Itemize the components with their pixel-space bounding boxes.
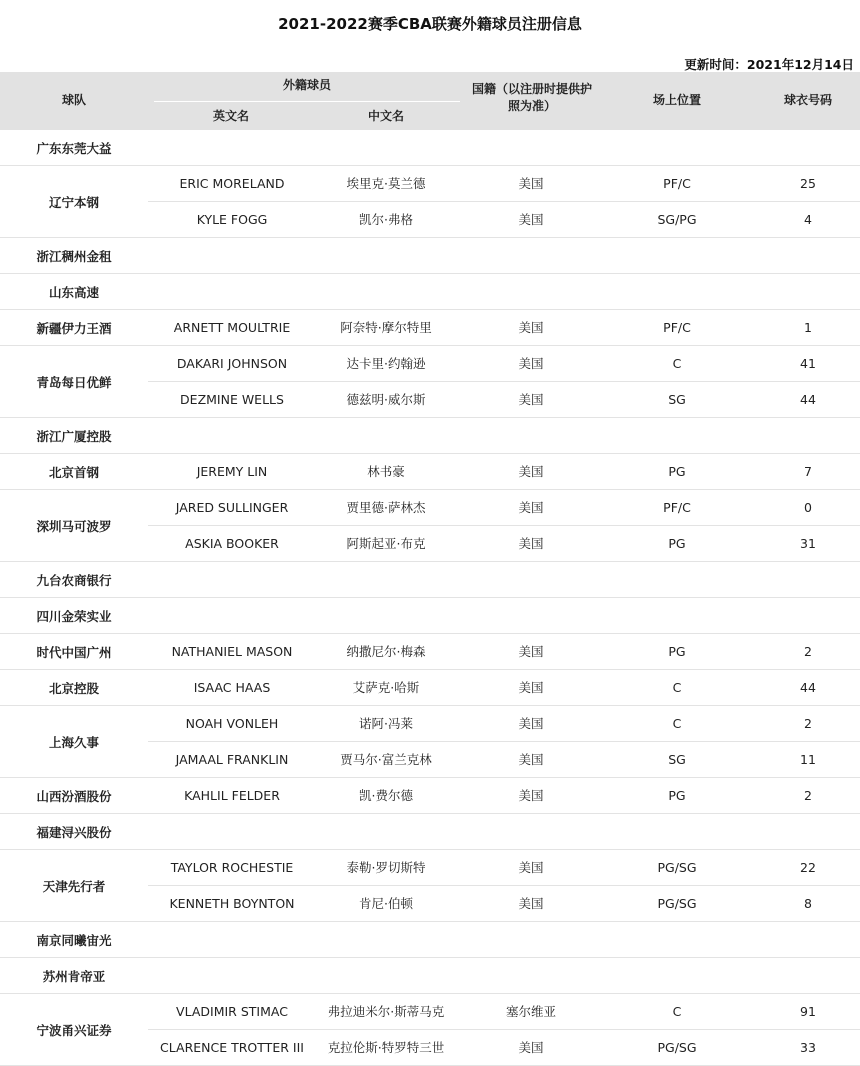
player-row	[148, 490, 860, 526]
player-row	[148, 382, 860, 417]
player-chinese-name: 肯尼·伯顿	[359, 896, 413, 911]
player-nationality: 塞尔维亚	[505, 1004, 556, 1019]
player-row	[148, 166, 860, 202]
player-position: PG	[668, 644, 686, 659]
player-english-name: DEZMINE WELLS	[180, 392, 284, 407]
player-row	[148, 1030, 860, 1065]
player-row	[148, 670, 860, 705]
team-group	[0, 274, 860, 310]
team-group	[0, 778, 860, 814]
table-header	[0, 72, 860, 130]
player-position: C	[672, 356, 682, 371]
team-name: 深圳马可波罗	[36, 519, 112, 534]
player-english-name: ERIC MORELAND	[179, 176, 285, 191]
team-name: 山东高速	[48, 285, 99, 300]
player-nationality: 美国	[518, 392, 544, 407]
player-chinese-name: 纳撒尼尔·梅森	[346, 644, 426, 659]
player-position: C	[672, 716, 682, 731]
player-nationality: 美国	[518, 464, 544, 479]
header-foreign-player: 外籍球员	[282, 78, 331, 92]
player-position: SG/PG	[657, 212, 697, 227]
header-jersey: 球衣号码	[783, 93, 832, 107]
player-chinese-name: 凯·费尔德	[359, 788, 413, 803]
player-jersey-number: 91	[800, 1004, 816, 1019]
player-jersey-number: 22	[800, 860, 816, 875]
team-group	[0, 310, 860, 346]
player-row	[148, 850, 860, 886]
team-name: 天津先行者	[42, 879, 106, 894]
player-nationality: 美国	[518, 896, 544, 911]
player-row	[148, 310, 860, 345]
player-english-name: ASKIA BOOKER	[185, 536, 279, 551]
player-row	[148, 994, 860, 1030]
player-nationality: 美国	[518, 680, 544, 695]
team-group	[0, 994, 860, 1066]
player-nationality: 美国	[518, 212, 544, 227]
player-chinese-name: 贾马尔·富兰克林	[340, 752, 432, 767]
player-chinese-name: 弗拉迪米尔·斯蒂马克	[327, 1004, 445, 1019]
player-english-name: JAMAAL FRANKLIN	[175, 752, 289, 767]
team-name: 苏州肯帝亚	[42, 969, 106, 984]
player-chinese-name: 阿斯起亚·布克	[346, 536, 426, 551]
player-nationality: 美国	[518, 536, 544, 551]
player-jersey-number: 44	[800, 392, 816, 407]
player-english-name: JEREMY LIN	[196, 464, 268, 479]
player-chinese-name: 泰勒·罗切斯特	[346, 860, 426, 875]
team-name: 新疆伊力王酒	[36, 321, 112, 336]
player-chinese-name: 埃里克·莫兰德	[346, 176, 426, 191]
team-name: 辽宁本钢	[48, 195, 99, 210]
team-group	[0, 454, 860, 490]
player-nationality: 美国	[518, 176, 544, 191]
player-jersey-number: 41	[800, 356, 816, 371]
player-english-name: CLARENCE TROTTER III	[160, 1040, 304, 1055]
header-chinese-name: 中文名	[367, 109, 404, 123]
player-english-name: VLADIMIR STIMAC	[176, 1004, 288, 1019]
team-group	[0, 238, 860, 274]
team-group	[0, 166, 860, 238]
team-name: 福建浔兴股份	[36, 825, 112, 840]
player-jersey-number: 2	[804, 788, 812, 803]
player-position: PG	[668, 464, 686, 479]
player-jersey-number: 8	[804, 896, 812, 911]
player-jersey-number: 0	[804, 500, 812, 515]
player-nationality: 美国	[518, 644, 544, 659]
player-row	[148, 202, 860, 237]
player-english-name: JARED SULLINGER	[175, 500, 289, 515]
team-group	[0, 922, 860, 958]
team-group	[0, 706, 860, 778]
player-position: C	[672, 1004, 682, 1019]
header-english-name: 英文名	[212, 109, 249, 123]
player-english-name: KYLE FOGG	[196, 212, 268, 227]
team-group	[0, 670, 860, 706]
header-nationality-line2: 照为准）	[507, 99, 556, 113]
player-nationality: 美国	[518, 356, 544, 371]
player-english-name: KAHLIL FELDER	[184, 788, 280, 803]
header-nationality	[458, 81, 606, 115]
team-name: 四川金荣实业	[36, 609, 112, 624]
team-name: 宁波甬兴证券	[36, 1023, 112, 1038]
player-chinese-name: 克拉伦斯·特罗特三世	[327, 1040, 445, 1055]
header-nationality-line1: 国籍（以注册时提供护	[471, 82, 592, 96]
player-row	[148, 454, 860, 489]
team-name: 广东东莞大益	[36, 141, 112, 156]
header-team: 球队	[61, 93, 86, 107]
player-nationality: 美国	[518, 500, 544, 515]
player-chinese-name: 德兹明·威尔斯	[346, 392, 426, 407]
player-chinese-name: 诺阿·冯莱	[359, 716, 413, 731]
player-row	[148, 346, 860, 382]
player-chinese-name: 阿奈特·摩尔特里	[340, 320, 432, 335]
player-chinese-name: 林书豪	[367, 464, 405, 479]
player-row	[148, 706, 860, 742]
player-jersey-number: 25	[800, 176, 816, 191]
player-position: PG/SG	[657, 896, 697, 911]
player-jersey-number: 2	[804, 716, 812, 731]
player-position: C	[672, 680, 682, 695]
player-jersey-number: 2	[804, 644, 812, 659]
player-english-name: NOAH VONLEH	[185, 716, 279, 731]
player-chinese-name: 艾萨克·哈斯	[352, 680, 420, 695]
player-jersey-number: 4	[804, 212, 812, 227]
player-position: SG	[668, 392, 686, 407]
player-jersey-number: 11	[800, 752, 816, 767]
team-group	[0, 814, 860, 850]
player-jersey-number: 33	[800, 1040, 816, 1055]
team-group	[0, 634, 860, 670]
team-group	[0, 346, 860, 418]
player-position: PG/SG	[657, 1040, 697, 1055]
player-position: PF/C	[663, 320, 691, 335]
player-row	[148, 634, 860, 669]
team-name: 时代中国广州	[36, 645, 112, 660]
player-nationality: 美国	[518, 788, 544, 803]
player-english-name: NATHANIEL MASON	[171, 644, 293, 659]
team-name: 青岛每日优鲜	[36, 375, 112, 390]
player-position: PG/SG	[657, 860, 697, 875]
team-name: 南京同曦宙光	[36, 933, 112, 948]
player-jersey-number: 44	[800, 680, 816, 695]
player-chinese-name: 凯尔·弗格	[359, 212, 413, 227]
team-name: 九台农商银行	[36, 573, 112, 588]
player-position: SG	[668, 752, 686, 767]
player-position: PG	[668, 536, 686, 551]
player-english-name: ARNETT MOULTRIE	[173, 320, 291, 335]
player-english-name: ISAAC HAAS	[193, 680, 271, 695]
player-nationality: 美国	[518, 320, 544, 335]
header-position: 场上位置	[652, 93, 701, 107]
team-group	[0, 490, 860, 562]
player-chinese-name: 达卡里·约翰逊	[346, 356, 426, 371]
team-name: 北京控股	[48, 681, 99, 696]
page-title: 2021-2022赛季CBA联赛外籍球员注册信息	[278, 15, 582, 33]
player-position: PG	[668, 788, 686, 803]
player-nationality: 美国	[518, 1040, 544, 1055]
player-chinese-name: 贾里德·萨林杰	[346, 500, 426, 515]
team-name: 上海久事	[48, 735, 99, 750]
player-row	[148, 526, 860, 561]
team-name: 浙江稠州金租	[36, 249, 112, 264]
player-english-name: KENNETH BOYNTON	[169, 896, 295, 911]
player-position: PF/C	[663, 500, 691, 515]
player-english-name: DAKARI JOHNSON	[176, 356, 288, 371]
player-row	[148, 886, 860, 921]
team-group	[0, 130, 860, 166]
player-nationality: 美国	[518, 860, 544, 875]
team-group	[0, 598, 860, 634]
team-group	[0, 562, 860, 598]
player-position: PF/C	[663, 176, 691, 191]
team-group	[0, 958, 860, 994]
header-subdivider	[154, 101, 460, 102]
update-timestamp: 更新时间：2021年12月14日	[684, 57, 854, 72]
player-row	[148, 778, 860, 813]
player-nationality: 美国	[518, 752, 544, 767]
player-row	[148, 742, 860, 777]
player-jersey-number: 7	[804, 464, 812, 479]
player-nationality: 美国	[518, 716, 544, 731]
player-jersey-number: 1	[804, 320, 812, 335]
team-name: 山西汾酒股份	[36, 789, 112, 804]
player-english-name: TAYLOR ROCHESTIE	[170, 860, 294, 875]
team-name: 北京首钢	[48, 465, 99, 480]
team-group	[0, 850, 860, 922]
team-group	[0, 418, 860, 454]
player-jersey-number: 31	[800, 536, 816, 551]
team-name: 浙江广厦控股	[36, 429, 112, 444]
